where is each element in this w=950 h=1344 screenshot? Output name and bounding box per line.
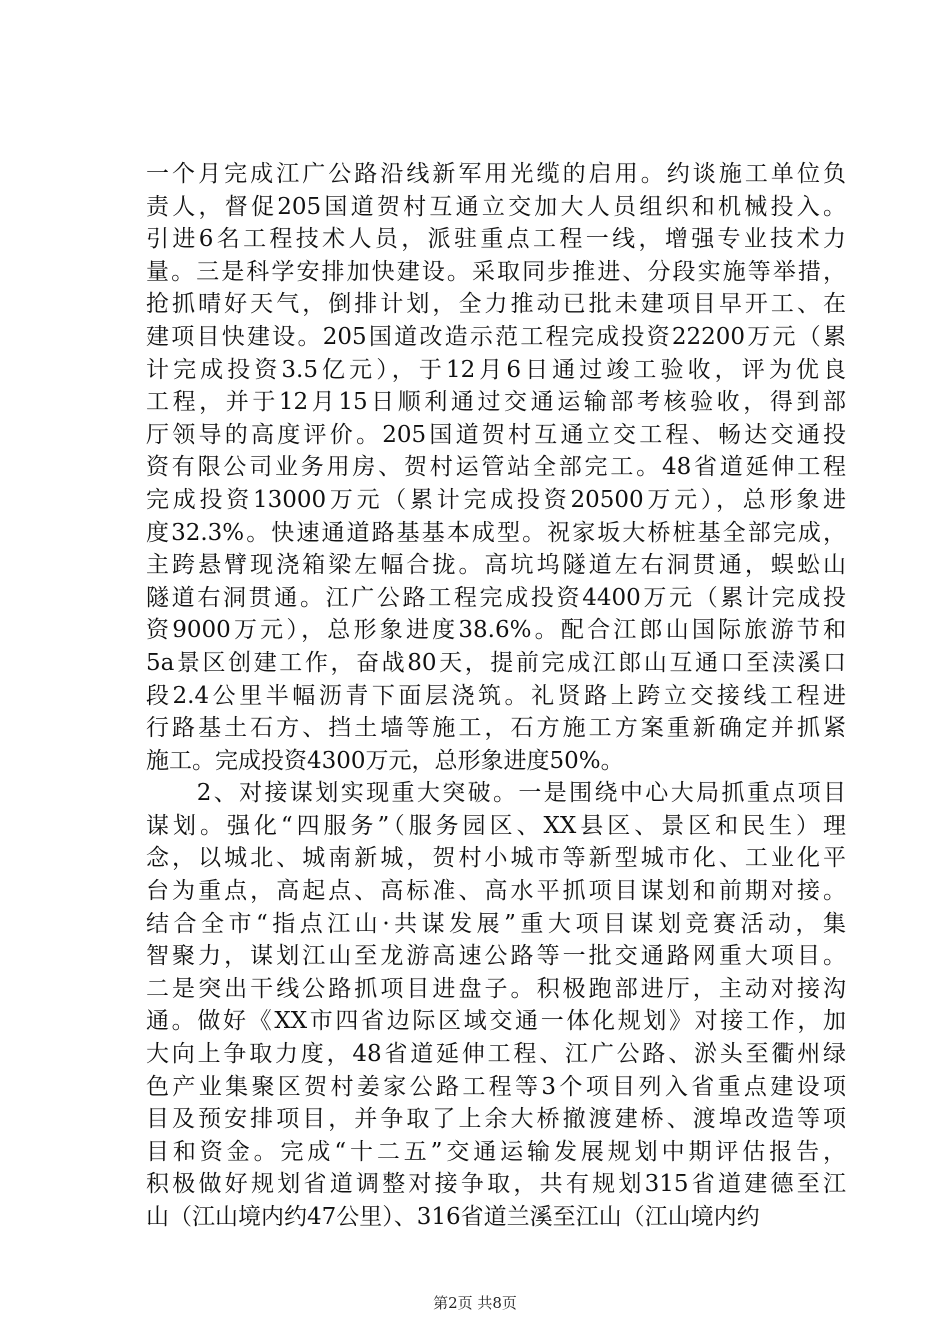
text-line: 资9000万元），总形象进度38.6%。配合江郎山国际旅游节和 <box>146 617 846 644</box>
text-line: 目及预安排项目，并争取了上余大桥撤渡建桥、渡埠改造等项 <box>146 1106 846 1133</box>
text-line: 台为重点，高起点、高标准、高水平抓项目谋划和前期对接。 <box>146 878 846 905</box>
text-line: 抢抓晴好天气，倒排计划，全力推动已批未建项目早开工、在 <box>146 291 846 318</box>
text-line: 智聚力，谋划江山至龙游高速公路等一批交通路网重大项目。 <box>146 943 846 970</box>
text-line: 通。做好《XX市四省边际区域交通一体化规划》对接工作，加 <box>146 1008 846 1035</box>
text-line: 大向上争取力度，48省道延伸工程、江广公路、淤头至衢州绿 <box>146 1041 846 1068</box>
text-line: 施工。完成投资4300万元，总形象进度50%。 <box>146 747 624 774</box>
text-line: 责人，督促205国道贺村互通立交加大人员组织和机械投入。 <box>146 193 846 220</box>
text-line: 色产业集聚区贺村姜家公路工程等3个项目列入省重点建设项 <box>146 1073 846 1100</box>
text-line: 计完成投资3.5亿元），于12月6日通过竣工验收，评为优良 <box>146 356 846 383</box>
page-footer: 第2页 共8页 <box>433 1294 517 1312</box>
text-line: 量。三是科学安排加快建设。采取同步推进、分段实施等举措， <box>146 258 846 285</box>
text-line: 目和资金。完成“十二五”交通运输发展规划中期评估报告， <box>146 1138 846 1165</box>
text-line: 隧道右洞贯通。江广公路工程完成投资4400万元（累计完成投 <box>146 584 846 611</box>
text-line: 资有限公司业务用房、贺村运管站全部完工。48省道延伸工程 <box>146 454 846 481</box>
text-line: 段2.4公里半幅沥青下面层浇筑。礼贤路上跨立交接线工程进 <box>146 682 846 709</box>
text-line: 积极做好规划省道调整对接争取，共有规划315省道建德至江 <box>146 1171 846 1198</box>
text-line: 完成投资13000万元（累计完成投资20500万元），总形象进 <box>146 486 846 513</box>
text-line: 二是突出干线公路抓项目进盘子。积极跑部进厅，主动对接沟 <box>146 975 846 1002</box>
text-line: 念，以城北、城南新城，贺村小城市等新型城市化、工业化平 <box>146 845 846 872</box>
document-body <box>146 158 846 1234</box>
text-line: 2、对接谋划实现重大突破。一是围绕中心大局抓重点项目 <box>146 780 846 807</box>
text-line: 引进6名工程技术人员，派驻重点工程一线，增强专业技术力 <box>146 226 846 253</box>
text-line: 结合全市“指点江山·共谋发展”重大项目谋划竞赛活动，集 <box>146 910 846 937</box>
text-line: 厅领导的高度评价。205国道贺村互通立交工程、畅达交通投 <box>146 421 846 448</box>
text-line: 行路基土石方、挡土墙等施工，石方施工方案重新确定并抓紧 <box>146 715 846 742</box>
text-line: 谋划。强化“四服务”（服务园区、XX县区、景区和民生）理 <box>146 812 846 839</box>
text-line: 主跨悬臂现浇箱梁左幅合拢。高坑坞隧道左右洞贯通，蜈蚣山 <box>146 552 846 579</box>
text-line: 一个月完成江广公路沿线新军用光缆的启用。约谈施工单位负 <box>146 161 846 187</box>
text-line: 工程，并于12月15日顺利通过交通运输部考核验收，得到部 <box>146 389 846 416</box>
text-line: 山（江山境内约47公里）、316省道兰溪至江山（江山境内约 <box>146 1204 760 1230</box>
text-line: 度32.3%。快速通道路基基本成型。祝家坂大桥桩基全部完成， <box>146 519 846 546</box>
text-line: 建项目快建设。205国道改造示范工程完成投资22200万元（累 <box>146 323 846 350</box>
text-line: 5a景区创建工作，奋战80天，提前完成江郎山互通口至渎溪口 <box>146 649 846 676</box>
